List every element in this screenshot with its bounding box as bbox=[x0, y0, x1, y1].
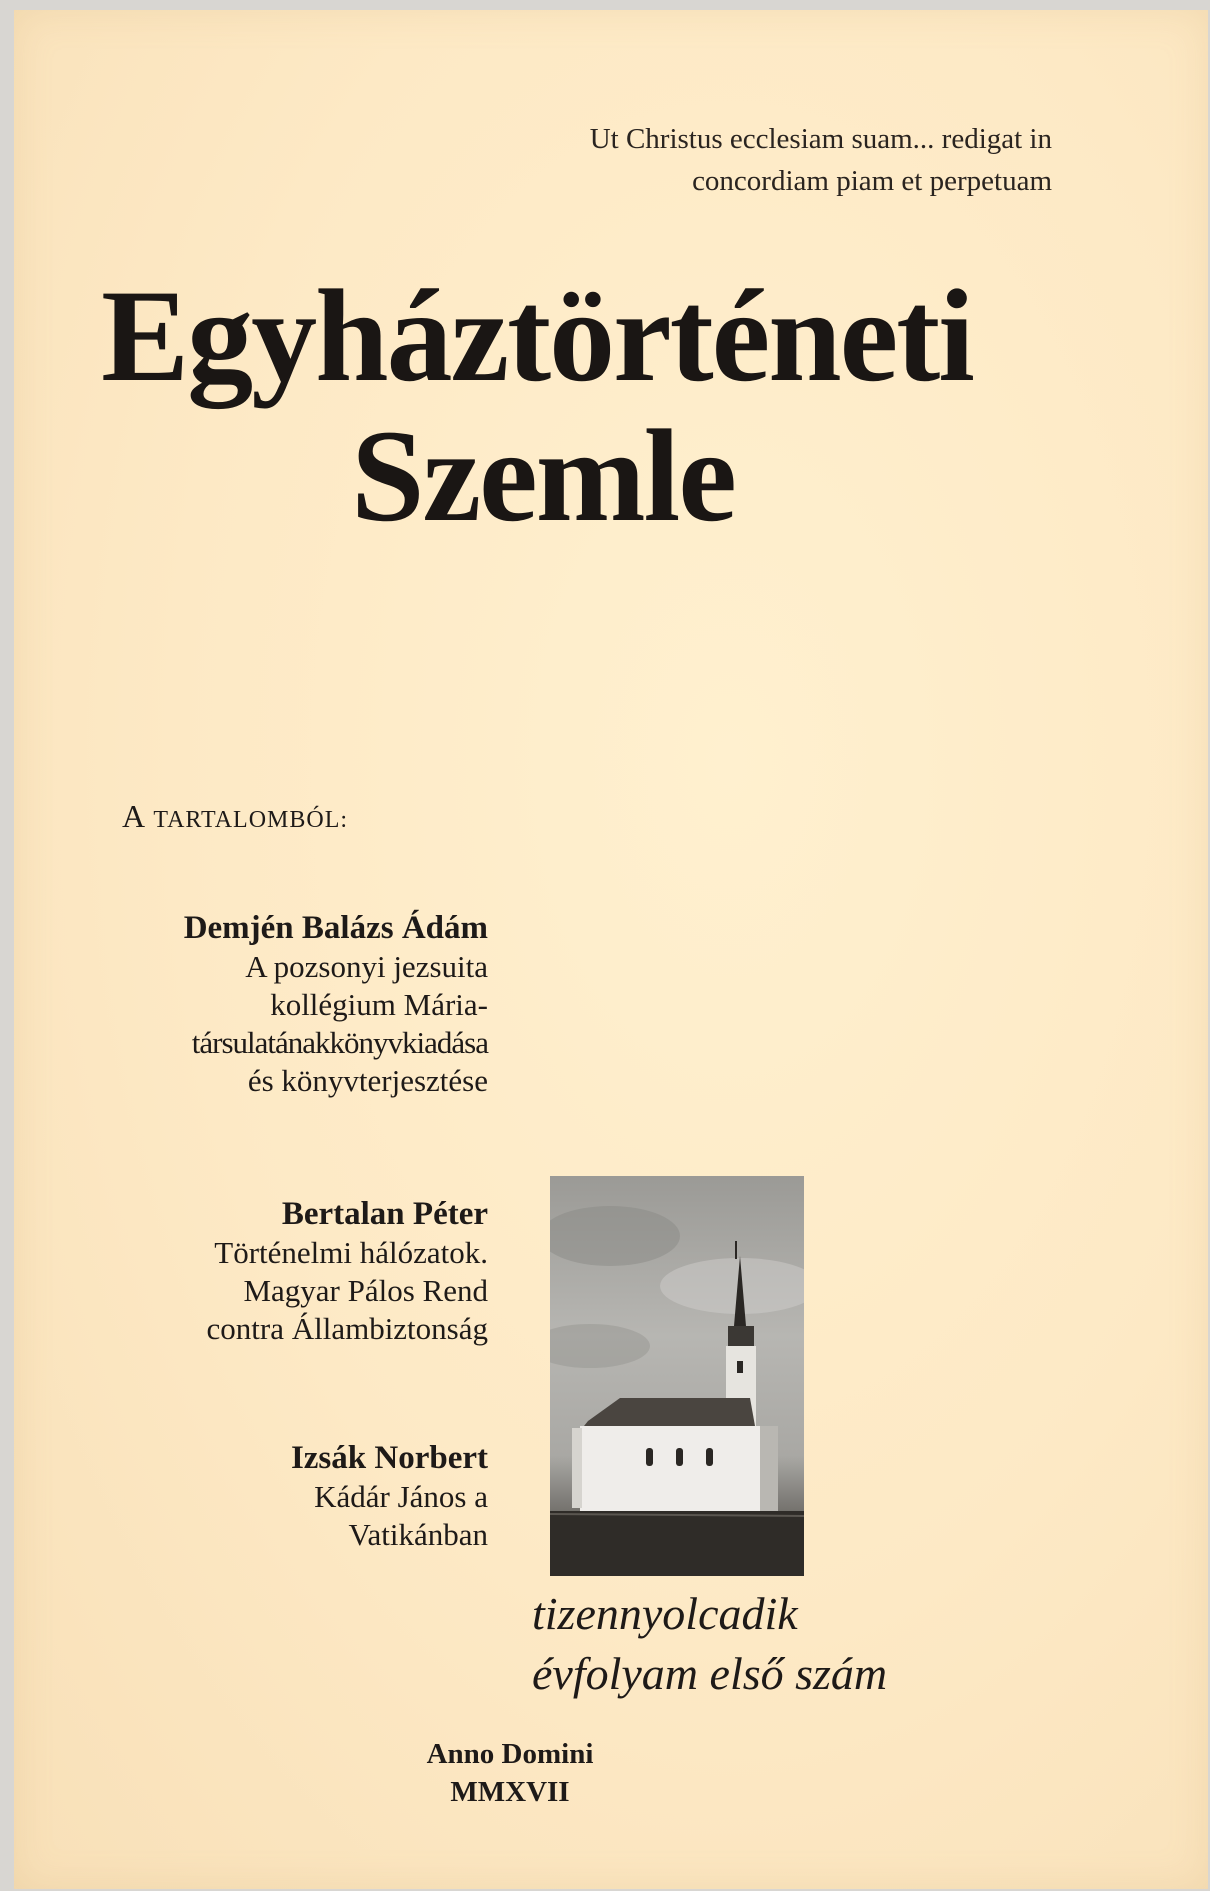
article-3 bbox=[68, 1438, 488, 1554]
contents-heading-rest: TARTALOMBÓL: bbox=[153, 807, 349, 833]
church-photo bbox=[550, 1176, 804, 1576]
journal-title-line-1: Egyháztörténeti bbox=[101, 262, 973, 409]
article-title-line: Kádár János a bbox=[314, 1479, 488, 1514]
contents-heading-initial: A bbox=[122, 798, 145, 834]
issue-label bbox=[532, 1584, 887, 1704]
article-author: Bertalan Péter bbox=[281, 1196, 488, 1232]
article-author: Izsák Norbert bbox=[290, 1440, 488, 1476]
motto bbox=[452, 118, 1052, 202]
publication-year bbox=[360, 1735, 660, 1811]
roman-year: MMXVII bbox=[450, 1776, 570, 1808]
article-title-line: és könyvterjesztése bbox=[247, 1063, 488, 1098]
anno-domini: Anno Domini bbox=[426, 1738, 594, 1770]
motto-line-1: Ut Christus ecclesiam suam... redigat in bbox=[589, 123, 1052, 155]
journal-title-line-2: Szemle bbox=[351, 402, 735, 549]
issue-line-1: tizennyolcadik bbox=[532, 1588, 798, 1639]
motto-line-2: concordiam piam et perpetuam bbox=[692, 165, 1052, 197]
article-author: Demjén Balázs Ádám bbox=[183, 910, 488, 946]
article-title-line: társulatánakkönyvkiadása bbox=[191, 1025, 488, 1060]
contents-heading bbox=[122, 798, 348, 835]
article-2 bbox=[68, 1194, 488, 1348]
issue-line-2: évfolyam első szám bbox=[532, 1648, 888, 1699]
article-title-line: Történelmi hálózatok. bbox=[214, 1235, 488, 1270]
church-illustration bbox=[550, 1176, 804, 1576]
article-1 bbox=[68, 908, 488, 1100]
article-title-line: A pozsonyi jezsuita bbox=[245, 949, 488, 984]
article-title-line: Magyar Pálos Rend bbox=[243, 1273, 488, 1308]
article-title-line: kollégium Mária- bbox=[270, 987, 488, 1022]
article-title-line: contra Állambiztonság bbox=[206, 1311, 488, 1346]
article-title-line: Vatikánban bbox=[348, 1517, 488, 1552]
